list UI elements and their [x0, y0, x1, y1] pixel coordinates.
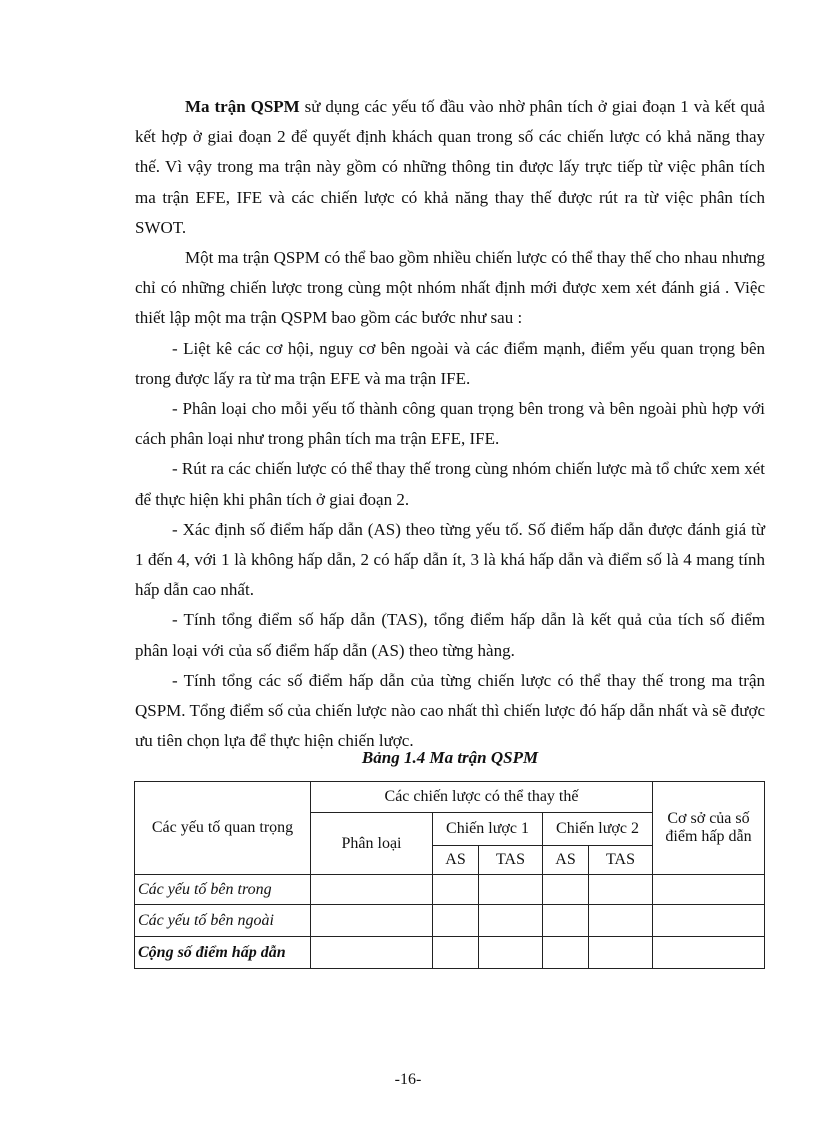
table-cell [311, 875, 433, 905]
header-basis: Cơ sở của số điểm hấp dẫn [653, 782, 765, 875]
table-caption: Bảng 1.4 Ma trận QSPM [361, 748, 539, 767]
step-item: - Liệt kê các cơ hội, nguy cơ bên ngoài và các điểm mạnh, điểm yếu quan trọng bên trong được lấy ra từ ma trận EFE và ma trận IFE. [135, 338, 765, 388]
table-row [135, 937, 765, 969]
body-text [135, 92, 765, 756]
header-tas-2: TAS [589, 846, 653, 875]
header-factors: Các yếu tố quan trọng [135, 782, 311, 875]
table-cell [543, 905, 589, 937]
qspm-table [134, 781, 765, 969]
header-classification: Phân loại [311, 813, 433, 875]
row-label-total: Cộng số điểm hấp dẫn [135, 937, 311, 969]
table-cell [479, 875, 543, 905]
paragraph-qspm-setup: Một ma trận QSPM có thể bao gồm nhiều chiến lược có thể thay thế cho nhau nhưng chỉ có những chiến lược trong cùng một nhóm nhất định mới được xem xét đánh giá . Việc thiết lập một ma trận QSPM bao gồm các bước như sau : [135, 248, 765, 328]
header-as-1: AS [433, 846, 479, 875]
table-cell [433, 905, 479, 937]
table-cell [311, 905, 433, 937]
qspm-term: Ma trận QSPM [185, 97, 300, 116]
table-header-row [135, 782, 765, 813]
header-tas-1: TAS [479, 846, 543, 875]
table-cell [543, 937, 589, 969]
step-item: - Tính tổng các số điểm hấp dẫn của từng chiến lược có thể thay thế trong ma trận QSPM. Tổng điểm số của chiến lược nào cao nhất thì chiến lược đó hấp dẫn nhất và sẽ được ưu tiên chọn lựa để thực hiện chiến lược. [135, 670, 765, 751]
table-cell [311, 937, 433, 969]
page-number: -16- [394, 1071, 422, 1088]
table-cell [543, 875, 589, 905]
header-strategy-1: Chiến lược 1 [433, 813, 543, 846]
table-cell [589, 875, 653, 905]
table-cell [433, 937, 479, 969]
table-row [135, 905, 765, 937]
paragraph-qspm-intro-text: sử dụng các yếu tố đầu vào nhờ phân tích ở giai đoạn 1 và kết quả kết hợp ở giai đoạn 2 để quyết định khách quan trong số các chiến lược có khả năng thay thế. Vì vậy trong ma trận này gồm có những thông tin được lấy trực tiếp từ việc phân tích ma trận EFE, IFE và các chiến lược có khả năng thay thế được rút ra từ việc phân tích SWOT. [135, 97, 765, 237]
row-label-external: Các yếu tố bên ngoài [135, 905, 311, 937]
table-cell [589, 905, 653, 937]
table-cell [479, 937, 543, 969]
step-item: - Rút ra các chiến lược có thể thay thế trong cùng nhóm chiến lược mà tổ chức xem xét để thực hiện khi phân tích ở giai đoạn 2. [135, 459, 765, 509]
header-strategy-2: Chiến lược 2 [543, 813, 653, 846]
step-item: - Tính tổng điểm số hấp dẫn (TAS), tổng điểm hấp dẫn là kết quả của tích số điểm phân loại với của số điểm hấp dẫn (AS) theo từng hàng. [135, 610, 765, 660]
table-cell [653, 875, 765, 905]
table-row [135, 875, 765, 905]
table-cell [433, 875, 479, 905]
step-item: - Xác định số điểm hấp dẫn (AS) theo từng yếu tố. Số điểm hấp dẫn được đánh giá từ 1 đến 4, với 1 là không hấp dẫn, 2 có hấp dẫn ít, 3 là khá hấp dẫn và điểm số là 4 mang tính hấp dẫn cao nhất. [135, 519, 765, 600]
table-cell [653, 905, 765, 937]
paragraph-qspm-intro [135, 92, 765, 243]
table-cell [589, 937, 653, 969]
table-cell [479, 905, 543, 937]
row-label-internal: Các yếu tố bên trong [135, 875, 311, 905]
header-as-2: AS [543, 846, 589, 875]
table-cell [653, 937, 765, 969]
step-item: - Phân loại cho mỗi yếu tố thành công quan trọng bên trong và bên ngoài phù hợp với cách phân loại như trong phân tích ma trận EFE, IFE. [135, 399, 765, 449]
header-alternatives: Các chiến lược có thể thay thế [311, 782, 653, 813]
